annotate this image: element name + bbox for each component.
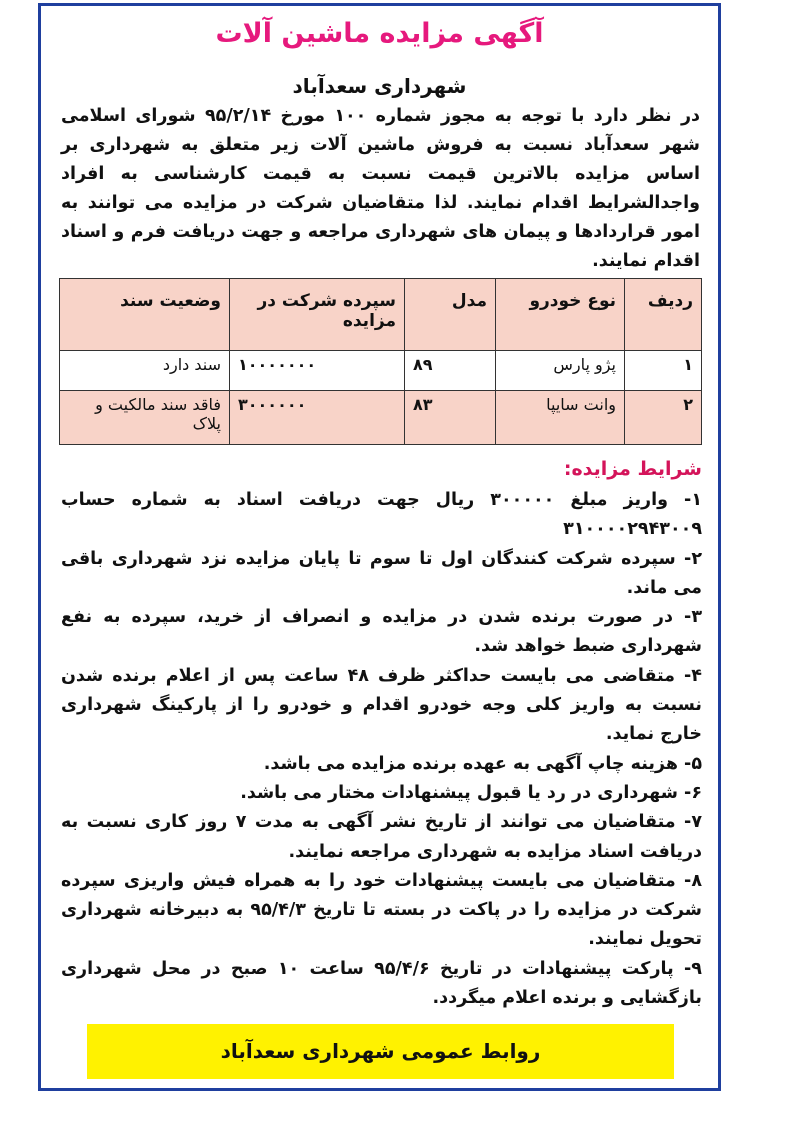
notice-frame — [38, 3, 721, 1091]
table-header-row — [60, 279, 702, 351]
cell-row-number: ۱ — [625, 351, 702, 391]
condition-item: ۴- متقاضی می بایست حداکثر ظرف ۴۸ ساعت پس از اعلام برنده شدن نسبت به واریز کلی وجه خودرو اقدام و خودرو را از پارکینگ شهرداری خارج نماید. — [61, 665, 702, 745]
cell-deposit: ۱۰۰۰۰۰۰۰ — [230, 351, 405, 391]
issuer-title: شهرداری سعدآباد — [292, 74, 467, 98]
cell-row-number: ۲ — [625, 391, 702, 445]
table-row — [60, 351, 702, 391]
col-header-deposit: سپرده شرکت در مزایده — [230, 279, 405, 351]
condition-item: ۹- پارکت پیشنهادات در تاریخ ۹۵/۴/۶ ساعت ۱۰ صبح در محل شهرداری بازگشایی و برنده اعلام میگردد. — [61, 958, 702, 1009]
intro-paragraph: در نظر دارد با توجه به مجوز شماره ۱۰۰ مورخ ۹۵/۲/۱۴ شورای اسلامی شهر سعدآباد نسبت به فروش ماشین آلات زیر متعلق به شهرداری بر اساس مزایده بالاترین قیمت نسبت به قیمت کارشناسی به افراد واجدالشرایط اقدام نمایند. لذا متقاضیان شرکت در مزایده می توانند به امور قراردادها و پیمان های شهرداری مراجعه و جهت دریافت فرم و اسناد اقدام نمایند. — [61, 106, 701, 271]
col-header-row-number: ردیف — [625, 279, 702, 351]
cell-deposit: ۳۰۰۰۰۰۰ — [230, 391, 405, 445]
condition-item: ۷- متقاضیان می توانند از تاریخ نشر آگهی به مدت ۷ روز کاری نسبت به دریافت اسناد مزایده به شهرداری مراجعه نمایند. — [61, 812, 702, 862]
condition-item: ۱- واریز مبلغ ۳۰۰۰۰۰ ریال جهت دریافت اسناد به شماره حساب ۳۱۰۰۰۰۲۹۴۳۰۰۹ — [61, 490, 702, 540]
condition-item: ۵- هزینه چاپ آگهی به عهده برنده مزایده می باشد. — [263, 753, 702, 774]
table-row — [60, 391, 702, 445]
condition-item: ۶- شهرداری در رد یا قبول پیشنهادات مختار می باشد. — [240, 782, 702, 803]
condition-item: ۸- متقاضیان می بایست پیشنهادات خود را به همراه فیش واریزی سپرده شرکت در مزایده را در پاکت در بسته تا تاریخ ۹۵/۴/۳ به دبیرخانه شهرداری تحویل نمایند. — [61, 870, 703, 950]
cell-vehicle-type: وانت سایپا — [496, 391, 625, 445]
conditions-list — [61, 486, 702, 1013]
vehicles-table — [59, 278, 702, 445]
public-relations-banner: روابط عمومی شهرداری سعدآباد — [87, 1024, 674, 1079]
condition-item: ۲- سپرده شرکت کنندگان اول تا سوم تا پایان مزایده نزد شهرداری باقی می ماند. — [61, 548, 702, 598]
condition-item: ۳- در صورت برنده شدن در مزایده و انصراف از خرید، سپرده به نفع شهرداری ضبط خواهد شد. — [61, 607, 702, 657]
notice-title: آگهی مزایده ماشین آلات — [215, 18, 544, 49]
cell-document-status: فاقد سند مالکیت و پلاک — [60, 391, 230, 445]
cell-model: ۸۹ — [405, 351, 496, 391]
col-header-model: مدل — [405, 279, 496, 351]
cell-document-status: سند دارد — [60, 351, 230, 391]
col-header-vehicle-type: نوع خودرو — [496, 279, 625, 351]
cell-vehicle-type: پژو پارس — [496, 351, 625, 391]
conditions-heading: شرایط مزایده: — [563, 458, 702, 480]
col-header-document-status: وضعیت سند — [60, 279, 230, 351]
cell-model: ۸۳ — [405, 391, 496, 445]
